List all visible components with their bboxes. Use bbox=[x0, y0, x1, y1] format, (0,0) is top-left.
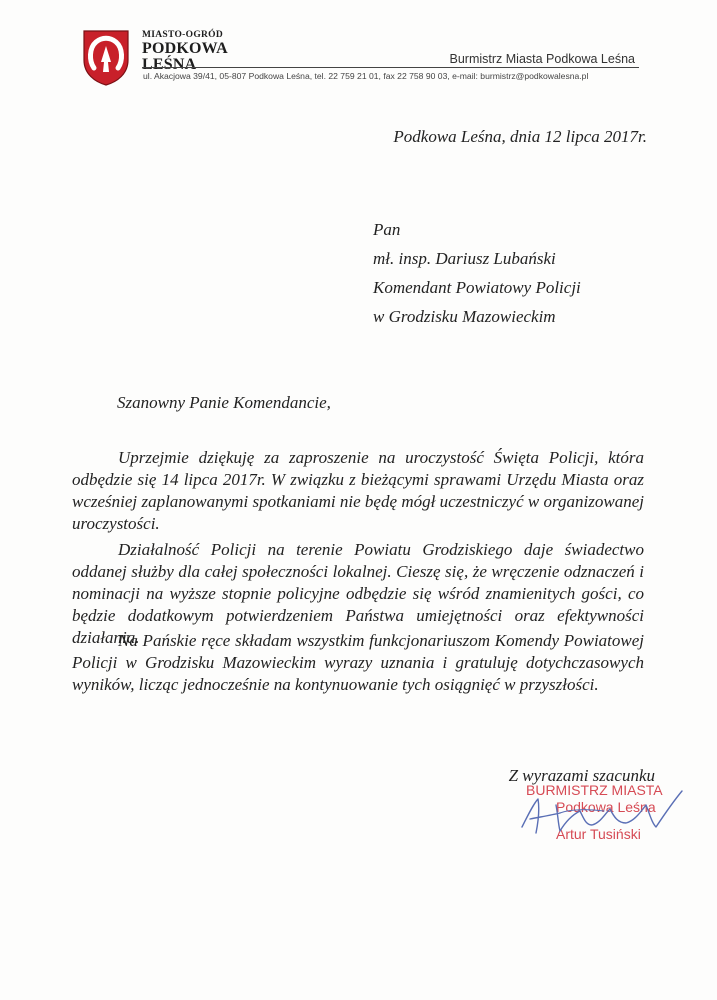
paragraph: Działalność Policji na terenie Powiatu Grodziskiego daje świadectwo oddanej służby dla całej społeczności lokalnej. Cieszę się, że wręczenie odznaczeń i nominacji na wyższe stopnie policyjne odbędzie się wśród znamienitych gości, co będzie dodatkowym potwierdzeniem Państwa umiejętności oraz efektywności działania. bbox=[72, 540, 644, 647]
recipient-block bbox=[373, 215, 581, 331]
recipient-line: w Grodzisku Mazowieckim bbox=[373, 307, 556, 326]
horseshoe-crest-icon bbox=[80, 28, 132, 86]
stamp-signatory: Artur Tusiński bbox=[556, 826, 641, 842]
recipient-line: Pan bbox=[373, 220, 401, 239]
recipient-line: mł. insp. Dariusz Lubański bbox=[373, 249, 556, 268]
paragraph: Uprzejmie dziękuję za zaproszenie na uroczystość Święta Policji, która odbędzie się 14 lipca 2017r. W związku z bieżącymi sprawami Urzędu Miasta oraz wcześniej zaplanowanymi spotkaniami nie będę mógł uczestniczyć w organizowanej uroczystości. bbox=[72, 448, 644, 533]
stamp-title: BURMISTRZ MIASTA bbox=[526, 782, 663, 798]
brand-line-1: MIASTO-OGRÓD bbox=[142, 30, 224, 40]
closing: Z wyrazami szacunku bbox=[508, 766, 655, 785]
paragraph: Na Pańskie ręce składam wszystkim funkcjonariuszom Komendy Powiatowej Policji w Grodzisku Mazowieckim wyrazy uznania i gratuluję dotychczasowych wyników, licząc jednocześnie na kontynuowanie tych osiągnięć w przyszłości. bbox=[72, 631, 644, 694]
letterhead-divider bbox=[142, 67, 639, 68]
brand-line-3: LEŚNA bbox=[142, 56, 197, 73]
salutation: Szanowny Panie Komendancie, bbox=[117, 393, 331, 412]
place-date: Podkowa Leśna, dnia 12 lipca 2017r. bbox=[393, 127, 647, 146]
brand-line-2: PODKOWA bbox=[142, 40, 228, 57]
recipient-line: Komendant Powiatowy Policji bbox=[373, 278, 581, 297]
contact-info: ul. Akacjowa 39/41, 05-807 Podkowa Leśna, tel. 22 759 21 01, fax 22 758 90 03, e-mail: burmistrz@podkowalesna.pl bbox=[143, 71, 589, 81]
handwritten-signature bbox=[500, 775, 700, 845]
stamp-town: Podkowa Leśna bbox=[556, 799, 656, 815]
office-title: Burmistrz Miasta Podkowa Leśna bbox=[449, 52, 635, 66]
